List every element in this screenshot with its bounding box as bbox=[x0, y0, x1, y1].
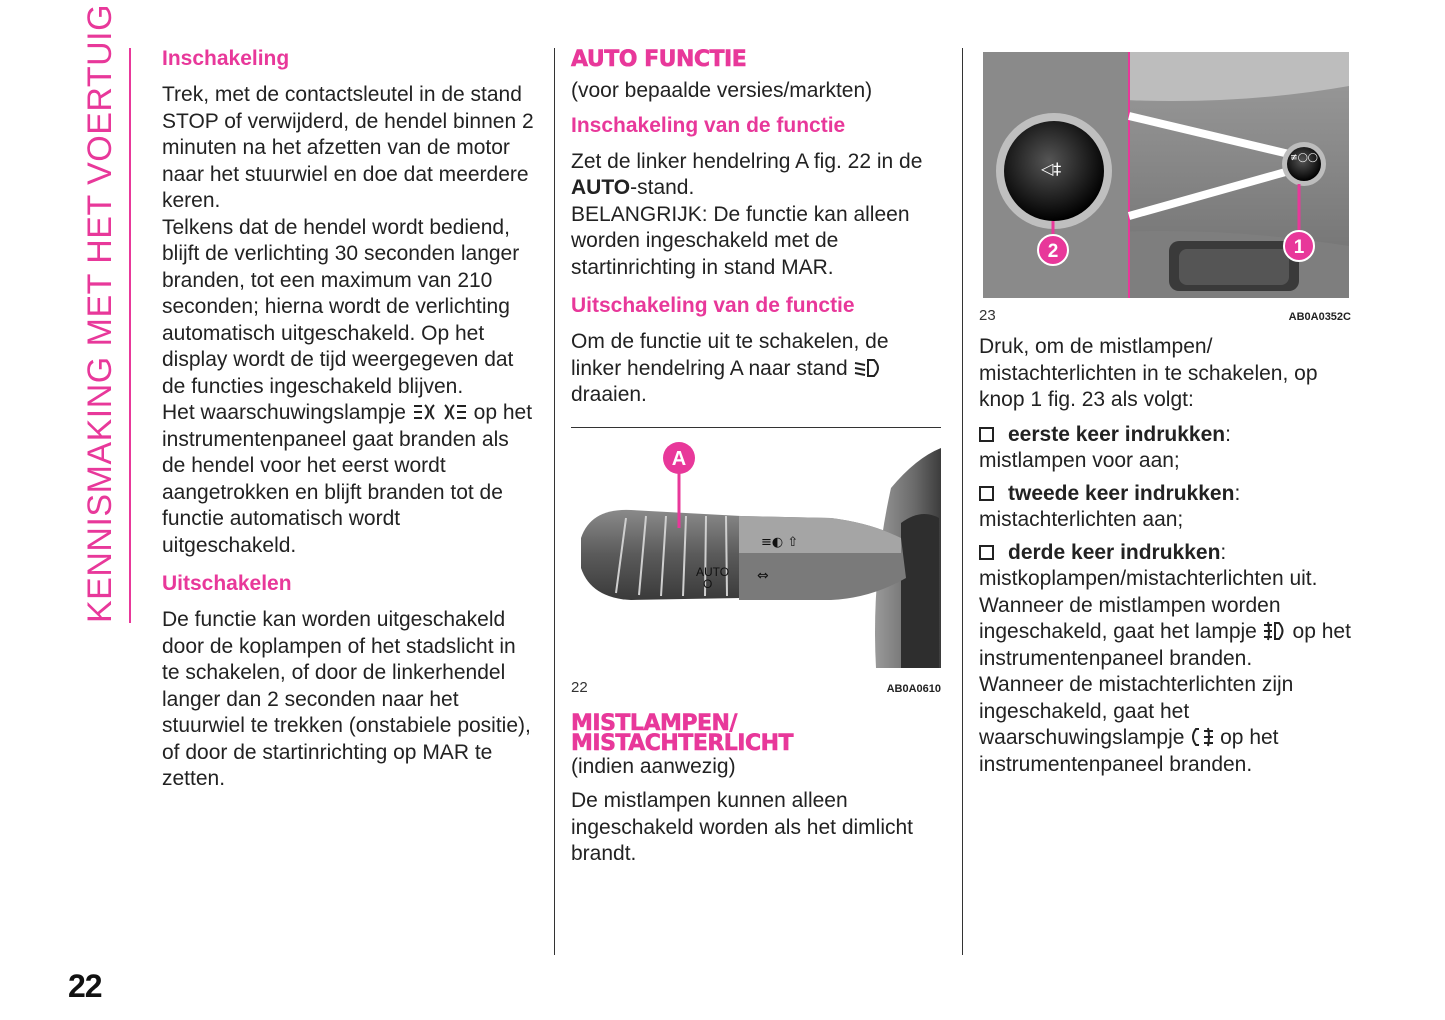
text-run: op het instrumentenpaneel branden. bbox=[979, 726, 1279, 776]
dipped-beam-icon bbox=[854, 358, 884, 378]
paragraph: De mistlampen kunnen alleen ingeschakeld worden als het dimlicht brandt. bbox=[571, 789, 914, 865]
column-divider bbox=[554, 48, 555, 955]
callout-a: A bbox=[671, 447, 687, 470]
text-bold: AUTO bbox=[571, 176, 631, 199]
svg-text:◁‡: ◁‡ bbox=[1041, 159, 1062, 178]
text-run: : bbox=[1220, 540, 1227, 564]
figure-number: 23 bbox=[979, 307, 996, 324]
text-run: Om de functie uit te schakelen, de linker hendelring A naar stand bbox=[571, 330, 889, 380]
heading-uitschakelen: Uitschakelen bbox=[162, 572, 292, 595]
heading-line: MISTACHTERLICHT bbox=[571, 730, 794, 756]
column-3 bbox=[979, 46, 1351, 778]
list-item-text: mistachterlichten aan; bbox=[979, 508, 1184, 531]
front-fog-light-icon bbox=[1263, 621, 1287, 641]
svg-text:⇔: ⇔ bbox=[757, 567, 769, 584]
paragraph bbox=[162, 400, 537, 559]
paragraph: De functie kan worden uitgeschakeld door de koplampen of het stadslicht in te schakelen, of door de linkerhendel langer dan 2 seconden naar het stuurwiel te trekken (onstabiele positie), of door de startinrichting op MAR te zetten. bbox=[162, 608, 531, 790]
list-item-text: mistkoplampen/mistachterlichten uit. bbox=[979, 567, 1318, 590]
svg-text:≡◐ ⇧: ≡◐ ⇧ bbox=[761, 534, 799, 550]
heading-auto-functie: AUTO FUNCTIE bbox=[571, 47, 747, 72]
text-run: : bbox=[1234, 481, 1241, 505]
list-item bbox=[979, 481, 1351, 534]
callout-1: 1 bbox=[1293, 237, 1305, 258]
text-run: op het instrumentenpaneel branden. bbox=[979, 620, 1351, 670]
figure-22-image bbox=[571, 428, 941, 668]
checkbox-bullet-icon bbox=[979, 486, 994, 501]
checkbox-bullet-icon bbox=[979, 545, 994, 560]
list-item-title: eerste keer indrukken bbox=[1008, 422, 1226, 446]
figure-23 bbox=[979, 46, 1351, 324]
auto-note: (voor bepaalde versies/markten) bbox=[571, 79, 873, 102]
column-2 bbox=[571, 46, 941, 868]
callout-2: 2 bbox=[1047, 241, 1059, 262]
figure-code: AB0A0610 bbox=[886, 682, 941, 695]
figure-23-image bbox=[979, 46, 1351, 298]
column-1 bbox=[162, 46, 537, 793]
paragraph: Telkens dat de hendel wordt bediend, blijft de verlichting 30 seconden langer branden, tot een maximum van 210 seconden; hierna wordt de verlichting automatisch uitgeschakeld. Op het display wordt de tijd weergegeven dat de functies ingeschakeld blijven. bbox=[162, 215, 520, 398]
heading-uitschakeling-functie: Uitschakeling van de functie bbox=[571, 294, 855, 317]
paragraph: BELANGRIJK: De functie kan alleen worden ingeschakeld met de startinrichting in stand MAR. bbox=[571, 202, 910, 279]
auto-marking: AUTO bbox=[696, 564, 730, 579]
list-item-title: tweede keer indrukken bbox=[1008, 481, 1235, 505]
text-run: Het waarschuwingslampje bbox=[162, 401, 406, 424]
side-tab bbox=[81, 3, 128, 623]
text-run: draaien. bbox=[571, 383, 647, 406]
figure-code: AB0A0352C bbox=[1288, 311, 1351, 323]
paragraph bbox=[979, 672, 1351, 778]
column-divider bbox=[962, 48, 963, 955]
list-item-text: mistlampen voor aan; bbox=[979, 449, 1180, 472]
heading-inschakeling-functie: Inschakeling van de functie bbox=[571, 113, 846, 137]
paragraph: Druk, om de mistlampen/ mistachterlichten in te schakelen, op knop 1 fig. 23 als volgt: bbox=[979, 335, 1318, 411]
rear-fog-light-icon bbox=[1190, 727, 1214, 747]
figure-number: 22 bbox=[571, 678, 588, 696]
paragraph bbox=[571, 329, 941, 409]
text-run: -stand. bbox=[630, 176, 695, 199]
checkbox-bullet-icon bbox=[979, 427, 994, 442]
svg-text:≢◯◯: ≢◯◯ bbox=[1290, 153, 1318, 163]
position-lights-icon bbox=[412, 402, 468, 422]
text-run: Wanneer de mistachterlichten zijn ingeschakeld, gaat het waarschuwingslampje bbox=[979, 673, 1294, 749]
o-marking: O bbox=[703, 576, 713, 591]
figure-22 bbox=[571, 427, 941, 696]
list-item-title: derde keer indrukken bbox=[1008, 540, 1221, 564]
paragraph bbox=[571, 149, 941, 202]
heading-line: MISTLAMPEN/ bbox=[571, 710, 737, 736]
side-tab-rule bbox=[129, 48, 131, 623]
page-number: 22 bbox=[68, 968, 102, 1004]
paragraph: Trek, met de contactsleutel in de stand STOP of verwijderd, de hendel binnen 2 minuten na het afzetten van de motor naar het stuurwiel en doe dat meerdere keren. bbox=[162, 83, 534, 212]
text-run: op het instrumentenpaneel gaat branden als de hendel voor het eerst wordt aangetrokken en blijft branden tot de functie automatisch wordt uitgeschakeld. bbox=[162, 401, 533, 557]
text-run: : bbox=[1225, 422, 1231, 446]
list-item bbox=[979, 540, 1351, 593]
mist-note: (indien aanwezig) bbox=[571, 754, 736, 778]
list-item bbox=[979, 422, 1351, 475]
paragraph bbox=[979, 593, 1351, 673]
text-run: Wanneer de mistlampen worden ingeschakeld, gaat het lampje bbox=[979, 593, 1281, 643]
side-tab-label: KENNISMAKING MET HET VOERTUIG bbox=[81, 3, 119, 623]
text-run: Zet de linker hendelring A fig. 22 in de bbox=[571, 149, 923, 173]
heading-inschakeling: Inschakeling bbox=[162, 47, 290, 70]
heading-mistlampen bbox=[571, 710, 941, 756]
